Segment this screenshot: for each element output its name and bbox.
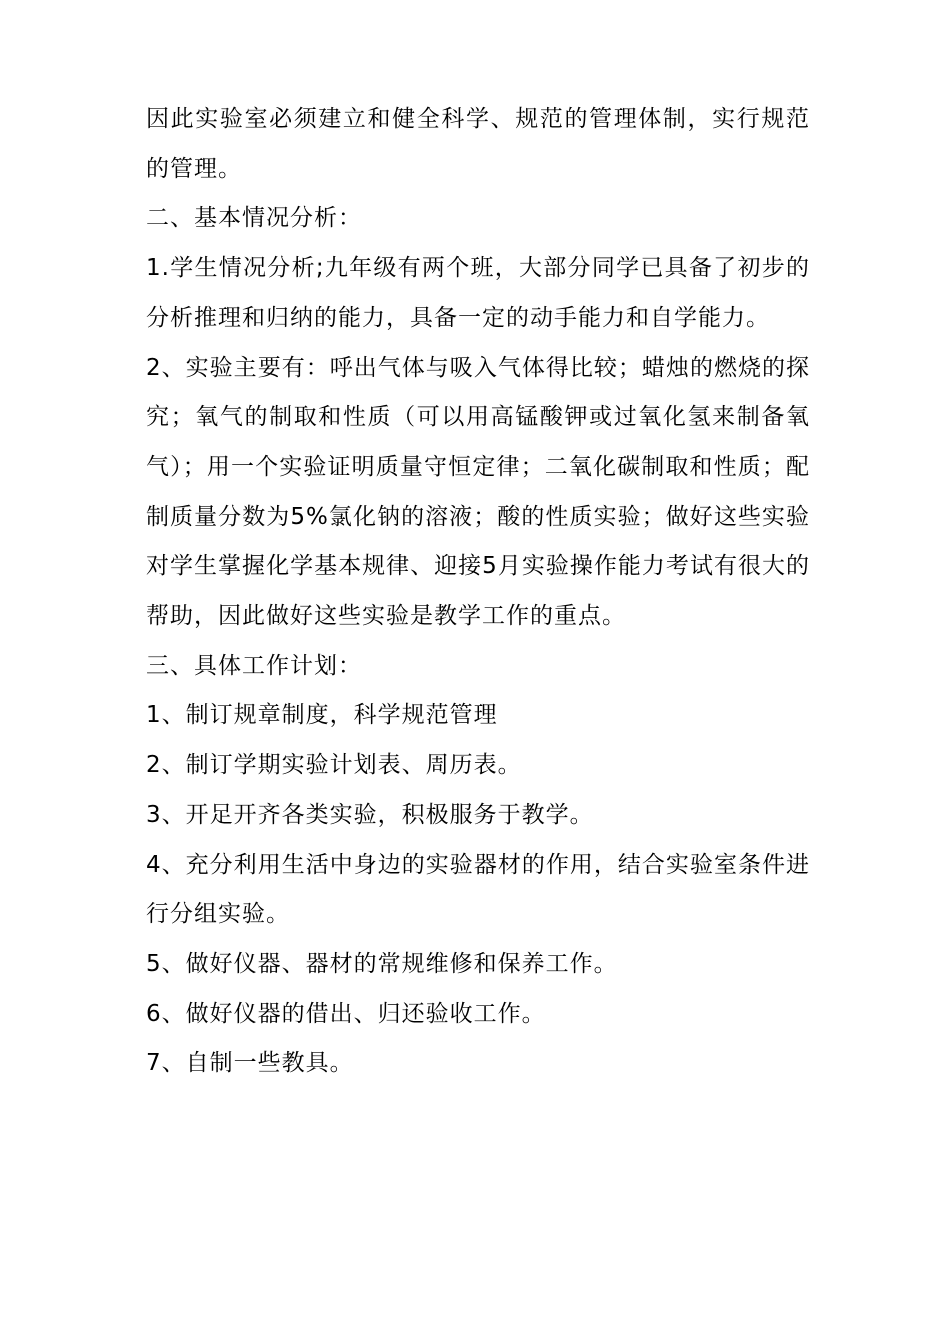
plan-item-5: 5、做好仪器、器材的常规维修和保养工作。 bbox=[146, 950, 618, 977]
document-body bbox=[146, 95, 810, 1089]
plan-item-6: 6、做好仪器的借出、归还验收工作。 bbox=[146, 1000, 546, 1027]
plan-item-3: 3、开足开齐各类实验，积极服务于教学。 bbox=[146, 801, 594, 828]
plan-item-7: 7、自制一些教具。 bbox=[146, 1050, 354, 1077]
heading-work-plan: 三、具体工作计划： bbox=[146, 652, 362, 679]
plan-item-4: 4、充分利用生活中身边的实验器材的作用，结合实验室条件进行分组实验。 bbox=[146, 851, 810, 928]
plan-item-2: 2、制订学期实验计划表、周历表。 bbox=[146, 752, 522, 779]
plan-item-1: 1、制订规章制度，科学规范管理 bbox=[146, 702, 498, 729]
paragraph-management-system: 因此实验室必须建立和健全科学、规范的管理体制，实行规范的管理。 bbox=[146, 106, 810, 182]
paragraph-student-analysis: 1.学生情况分析;九年级有两个班，大部分同学已具备了初步的分析推理和归纳的能力，具备一定的动手能力和自学能力。 bbox=[146, 255, 810, 331]
heading-basic-analysis: 二、基本情况分析： bbox=[146, 205, 362, 232]
paragraph-main-experiments: 2、实验主要有：呼出气体与吸入气体得比较；蜡烛的燃烧的探究；氧气的制取和性质（可以用高锰酸钾或过氧化氢来制备氧气）；用一个实验证明质量守恒定律；二氧化碳制取和性质；配制质量分数为5%氯化钠的溶液；酸的性质实验；做好这些实验对学生掌握化学基本规律、迎接5月实验操作能力考试有很大的帮助，因此做好这些实验是教学工作的重点。 bbox=[146, 354, 810, 630]
